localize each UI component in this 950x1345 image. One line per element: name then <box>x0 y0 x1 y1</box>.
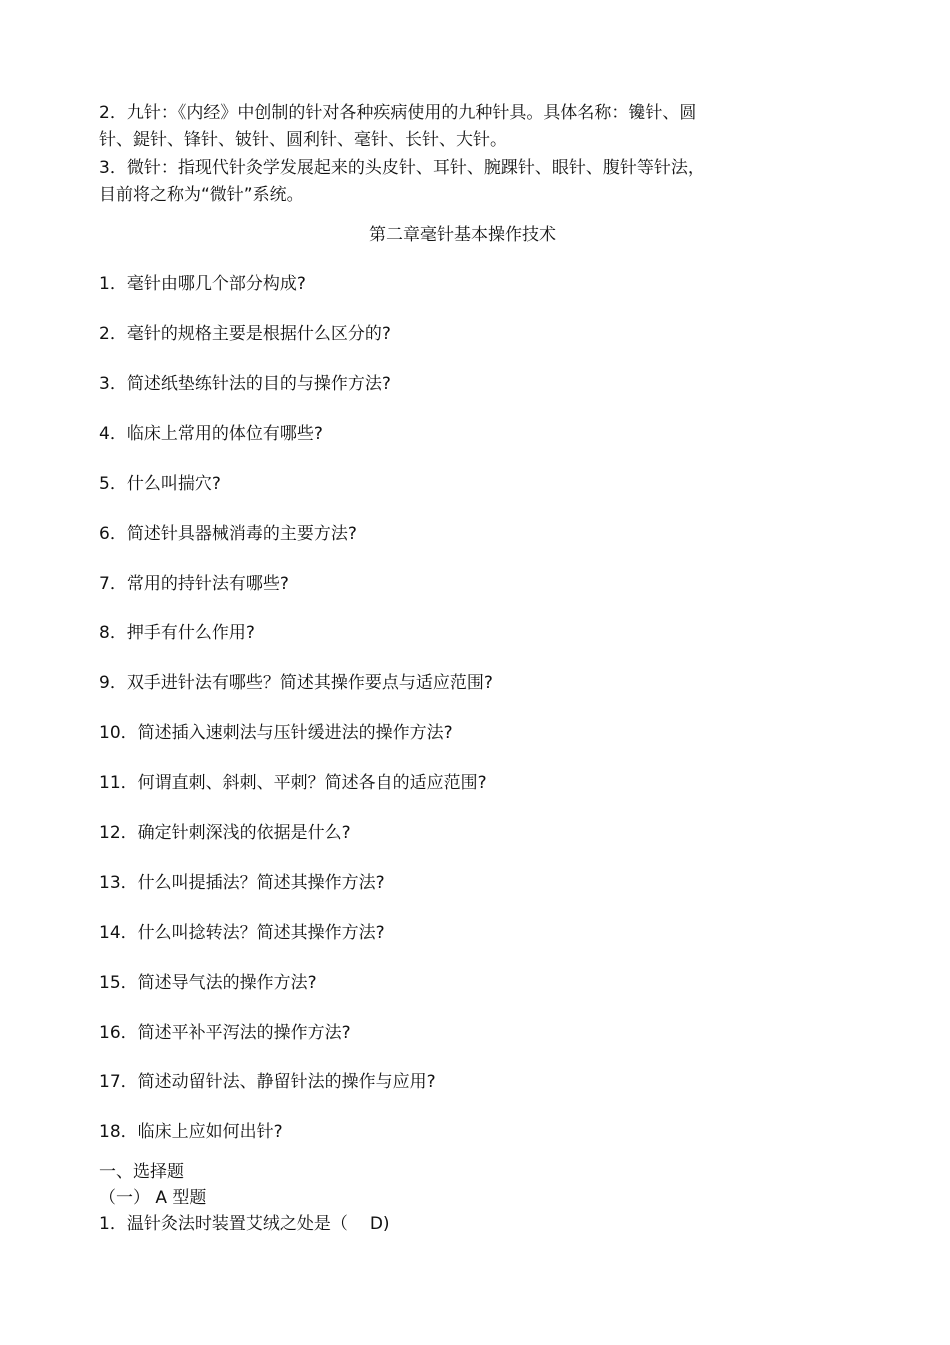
question-10: 10．简述插入速刺法与压针缓进法的操作方法? <box>99 723 453 743</box>
choice-question-1 <box>99 1213 390 1235</box>
question-13: 13．什么叫提插法？简述其操作方法? <box>99 873 385 893</box>
question-7: 7．常用的持针法有哪些? <box>99 574 289 594</box>
choice-question-text: 1．温针灸法时装置艾绒之处是（ <box>99 1214 348 1234</box>
section-title: 一、选择题 <box>99 1162 184 1182</box>
question-1: 1．毫针由哪几个部分构成? <box>99 274 306 294</box>
chapter-title: 第二章毫针基本操作技术 <box>369 225 556 245</box>
choice-answer: D) <box>369 1214 390 1234</box>
question-15: 15．简述导气法的操作方法? <box>99 973 317 993</box>
question-12: 12．确定针刺深浅的依据是什么? <box>99 823 351 843</box>
question-14: 14．什么叫捻转法？简述其操作方法? <box>99 923 385 943</box>
intro-line-3: 3．微针：指现代针灸学发展起来的头皮针、耳针、腕踝针、眼针、腹针等针法， <box>99 158 705 178</box>
question-6: 6．简述针具器械消毒的主要方法? <box>99 524 357 544</box>
question-2: 2．毫针的规格主要是根据什么区分的? <box>99 324 391 344</box>
question-16: 16．简述平补平泻法的操作方法? <box>99 1023 351 1043</box>
question-9: 9．双手进针法有哪些？简述其操作要点与适应范围? <box>99 673 493 693</box>
question-17: 17．简述动留针法、静留针法的操作与应用? <box>99 1072 436 1092</box>
intro-line-1: 2．九针：《内经》中创制的针对各种疾病使用的九种针具。具体名称：镵针、圆 <box>99 103 697 123</box>
question-4: 4．临床上常用的体位有哪些? <box>99 424 323 444</box>
intro-line-2: 针、鍉针、锋针、铍针、圆利针、毫针、长针、大针。 <box>99 130 507 150</box>
question-8: 8．押手有什么作用? <box>99 623 255 643</box>
question-11: 11．何谓直刺、斜刺、平刺？简述各自的适应范围? <box>99 773 487 793</box>
intro-line-4: 目前将之称为“微针”系统。 <box>99 185 304 205</box>
question-5: 5．什么叫揣穴? <box>99 474 221 494</box>
section-subtitle: （一） A 型题 <box>99 1188 207 1208</box>
question-18: 18．临床上应如何出针? <box>99 1122 283 1142</box>
question-3: 3．简述纸垫练针法的目的与操作方法? <box>99 374 391 394</box>
